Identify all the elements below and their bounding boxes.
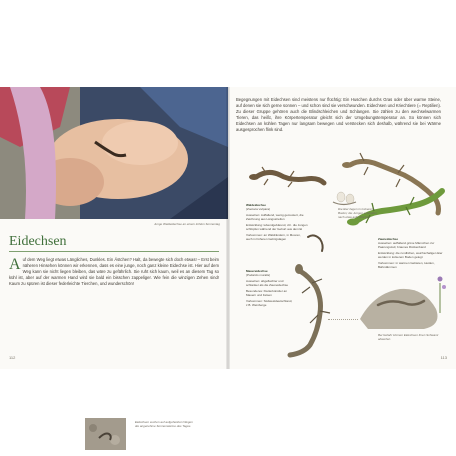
page-number-right: 113	[440, 355, 447, 360]
page-number-left: 112	[9, 355, 16, 360]
mauereidechse-info	[246, 269, 296, 309]
waldeidechse-vorkommen: Vorkommen: an Waldrändern, in Mooren, auch in höheren Gebirgslagen	[246, 233, 301, 241]
flower-illustration	[438, 277, 447, 314]
zauneidechse-entwicklung: Entwicklung: die rundlichen, weichschaligen Eier werden in lockerem Boden gelegt	[378, 251, 443, 259]
right-page	[228, 87, 456, 369]
zauneidechse-vorkommen: Vorkommen: in warmen Gebieten, Heiden, Bahndämmen	[378, 261, 435, 269]
waldeidechse-title: Waldeidechse	[246, 203, 266, 207]
mauereidechse-aussehen: Aussehen: abgeflachter und schlanker als die Zauneidechse	[246, 279, 289, 287]
mauereidechse-besonderes: Besonderes: Kletterkünstler an Mauern und Felsen	[246, 289, 288, 297]
juvenile-lizard-illustration	[308, 235, 323, 251]
section-heading: Eidechsen	[9, 234, 67, 249]
mauereidechse-title: Mauereidechse	[246, 269, 268, 273]
paragraph-text: uf dem Weg liegt etwas Längliches, Dunkles. Ein Ästchen? Halt, da bewegte sich doch etwas! – Erst beim näheren Hinsehen können wir erkennen, dass es eine junge, noch ganz kleine Eidechse ist. Hier auf dem Weg kann sie nicht liegen bleiben, das wäre zu gefährlich. Sie ruht sich kaum, weil es an diesem Tag so kühl ist, aber auf der warmen Hand wird sie bald ein bisschen zappeliger. Wie fein die winzigen Zehen sind! Kaum zu spüren ist dieser federleichte Tierchen, und wunderschön!	[9, 257, 219, 286]
heading-divider	[9, 251, 219, 252]
body-paragraph	[9, 257, 219, 287]
waldeidechse-info	[246, 203, 308, 243]
waldeidechse-illustration	[249, 167, 324, 187]
mauereidechse-vorkommen: Vorkommen: Südwestdeutschland, z.B. Weinberge	[246, 299, 293, 307]
photo-caption: Junge Waldeidechse an einem kühlen Sonnentag	[154, 222, 220, 226]
dotted-separator	[328, 319, 358, 320]
rock-illustration	[360, 289, 438, 329]
waldeidechse-aussehen: Aussehen: Auffallend, wenig gemustert, die Zeichnung aus Längsstreifen	[246, 213, 304, 221]
waldeidechse-entwicklung: Entwicklung: lebendgebärend, d.h. die Jungen schlüpfen während der Geburt aus dem Ei	[246, 223, 308, 231]
eggs-caption: Die Eier liegen in lockerem Boden; die Jungen schlüpfen nach etwa acht Wochen.	[338, 207, 377, 219]
zauneidechse-title: Zauneidechse	[378, 237, 399, 241]
lizard-on-stone-photo	[85, 418, 126, 450]
zauneidechse-info	[378, 237, 446, 271]
mauereidechse-latin: (Podarcis muralis)	[246, 273, 271, 277]
zauneidechse-aussehen: Aussehen: auffallend grüne Männchen zur Paarungszeit; braunes Rückenband	[378, 241, 435, 249]
waldeidechse-latin: (Zootoca vivipara)	[246, 207, 271, 211]
drop-cap: A	[9, 256, 21, 273]
intro-paragraph: Begegnungen mit Eidechsen sind meistens nur flüchtig: Ein Huschen durchs Gras oder über warme Steine, auf denen sie sich gerne sonnen – und schon sind sie verschwunden. Eidechsen und Kriechtiere (= Reptilien). Zu dieser Gruppe gehören auch die Blindschleichen und Schlangen. Sie zählen zu den wechselwarmen Tieren, das heißt, ihre Körpertemperatur gleicht sich der Umgebungstemperatur an. So können sich Eidechsen an kühlen Tagen nur langsam bewegen und verstecken sich deshalb, während sie bei Wärme ausgesprochen flink sind.	[236, 97, 441, 132]
left-page	[0, 87, 228, 428]
mauereidechse-illustration	[290, 264, 330, 355]
hands-photo	[0, 87, 228, 219]
book-spread	[0, 87, 456, 428]
small-photo-caption: Eidechsen suchen auf aufgeheizten Wegen die angenehme Sonnenwärme des Tages.	[135, 420, 193, 428]
rock-caption: Bei Gefahr können Eidechsen ihren Schwanz abwerfen.	[378, 333, 439, 341]
eggs-illustration	[333, 192, 356, 205]
